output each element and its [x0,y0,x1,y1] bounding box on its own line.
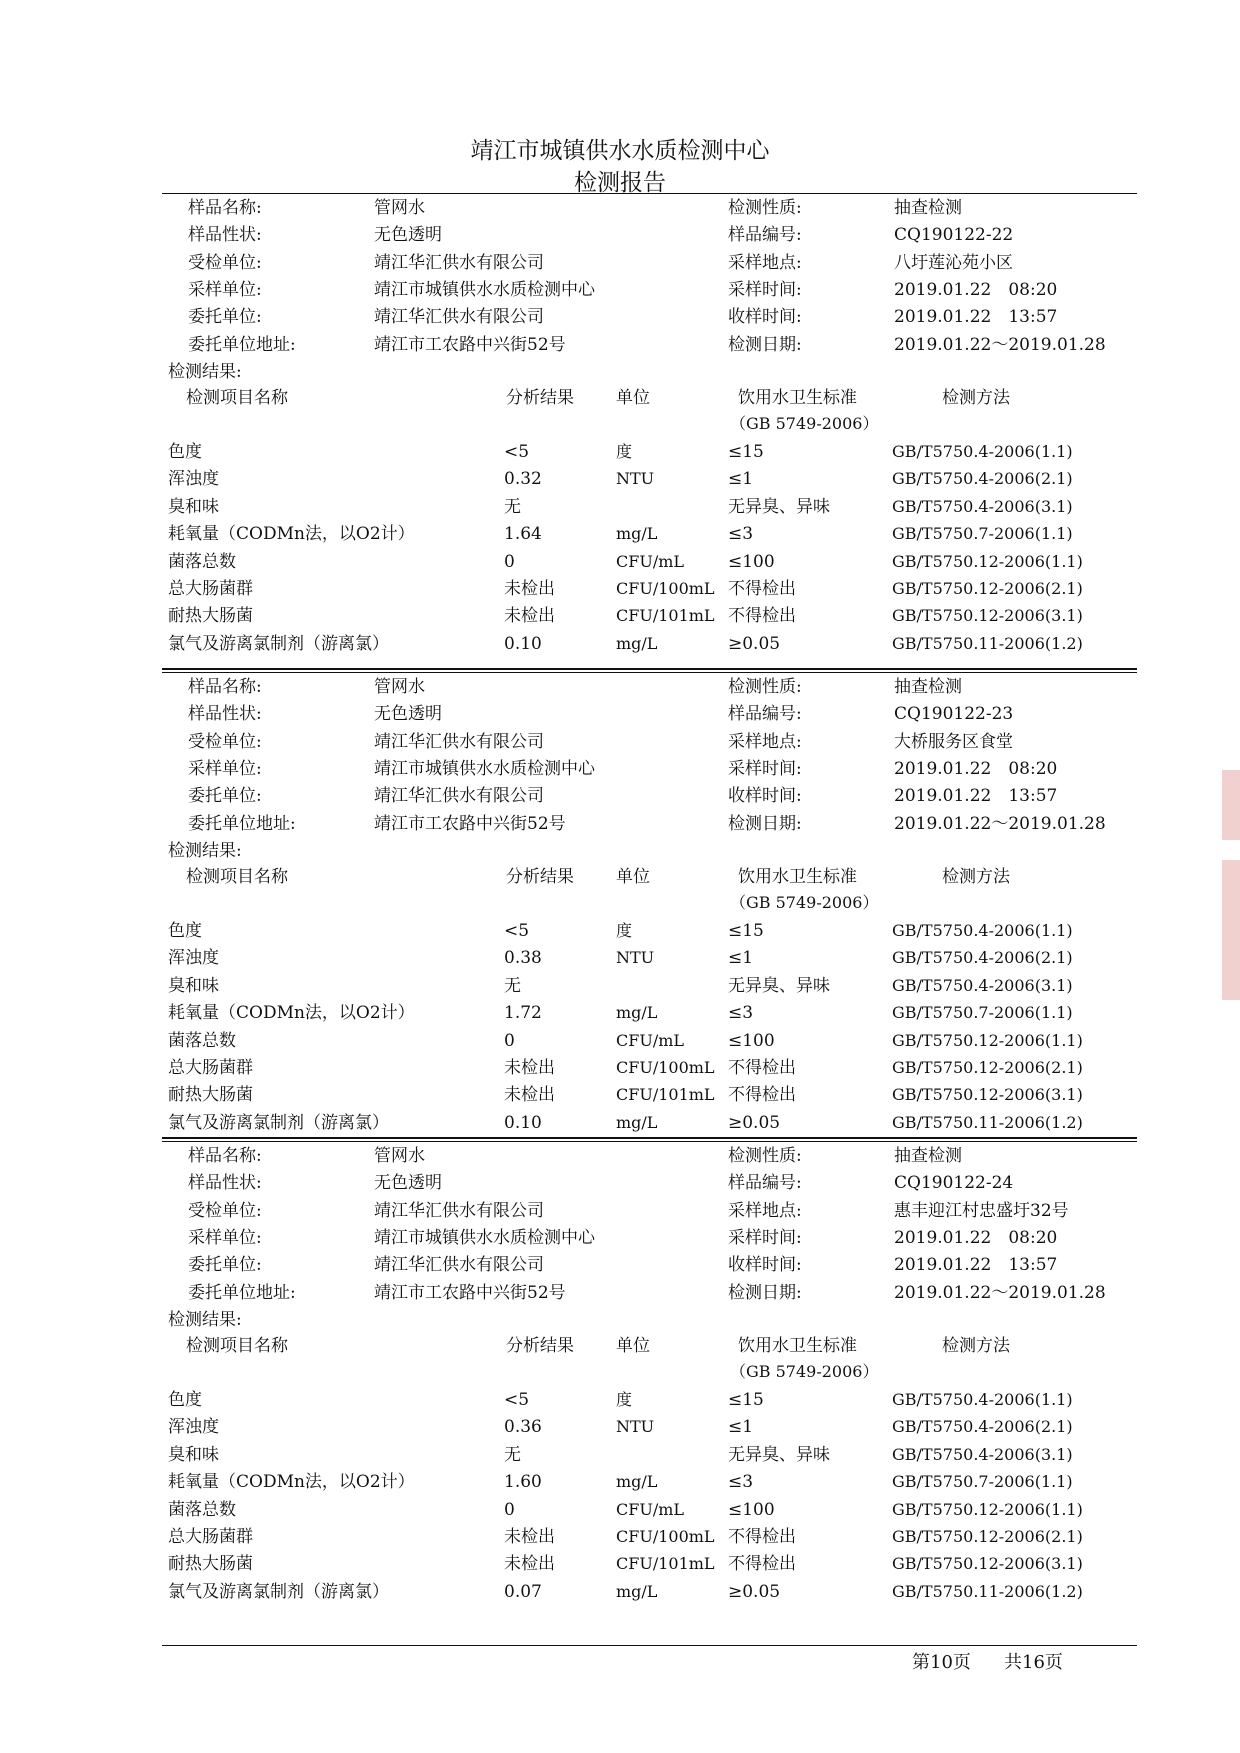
row-result: 0 [504,1499,515,1520]
row-result: 0 [504,551,515,572]
value-sampling-time: 2019.01.22 08:20 [894,758,1058,779]
label-client-unit: 委托单位: [188,1255,262,1276]
row-method: GB/T5750.12-2006(1.1) [892,551,1083,571]
value-name: 管网水 [374,677,425,697]
value-inspected-unit: 靖江华汇供水有限公司 [374,252,544,273]
value-test-date: 2019.01.22～2019.01.28 [894,813,1106,834]
label-test-date: 检测日期: [728,1282,802,1303]
value-sampling-time: 2019.01.22 08:20 [894,279,1058,300]
col-header-result: 分析结果 [506,388,574,408]
row-unit: mg/L [616,524,658,544]
label-client-address: 委托单位地址: [188,813,296,834]
row-method: GB/T5750.4-2006(2.1) [892,469,1073,489]
row-method: GB/T5750.4-2006(3.1) [892,975,1073,995]
row-method: GB/T5750.12-2006(1.1) [892,1499,1083,1519]
value-sampling-site: 惠丰迎江村忠盛圩32号 [894,1200,1069,1221]
value-inspected-unit: 靖江华汇供水有限公司 [374,1200,544,1221]
row-unit: CFU/mL [616,1499,685,1519]
row-item: 色度 [168,442,202,462]
row-item: 氯气及游离氯制剂（游离氯） [168,1581,389,1602]
row-standard: ≤15 [728,442,764,462]
row-standard: ≤3 [728,1472,754,1493]
label-client-unit: 委托单位: [188,786,262,807]
row-method: GB/T5750.7-2006(1.1) [892,524,1073,544]
row-standard: ≤100 [728,1499,775,1520]
row-item: 耐热大肠菌 [168,1554,253,1575]
row-method: GB/T5750.12-2006(2.1) [892,579,1083,598]
row-result: 未检出 [504,1085,555,1106]
row-item: 臭和味 [168,975,219,996]
row-item: 菌落总数 [168,551,236,572]
row-standard: ≤15 [728,1390,764,1410]
row-item: 总大肠菌群 [168,579,253,599]
row-result: 0.10 [504,633,542,654]
label-sample-name: 样品名称: [188,677,262,697]
row-result: 无 [504,975,521,996]
row-item: 耐热大肠菌 [168,1085,253,1106]
label-inspected-unit: 受检单位: [188,1200,262,1221]
row-unit: CFU/mL [616,551,685,571]
row-method: GB/T5750.12-2006(2.1) [892,1527,1083,1546]
value-sampling-site: 八圩莲沁苑小区 [894,252,1013,273]
row-result: 未检出 [504,579,555,599]
row-item: 总大肠菌群 [168,1058,253,1078]
row-unit: CFU/mL [616,1030,685,1050]
row-standard: ≤100 [728,1030,775,1051]
row-standard: 不得检出 [728,1058,796,1078]
row-unit: NTU [616,1417,655,1437]
label-sampling-site: 采样地点: [728,252,802,273]
row-item: 耐热大肠菌 [168,606,253,627]
label-receive-time: 收样时间: [728,307,802,328]
stamp-mark [1222,770,1240,840]
row-result: 0.32 [504,469,542,490]
label-client-address: 委托单位地址: [188,1282,296,1303]
value-test-nature: 抽查检测 [894,677,962,697]
label-sampling-time: 采样时间: [728,1227,802,1248]
label-sample-no: 样品编号: [728,225,802,246]
row-standard: 不得检出 [728,1527,796,1547]
col-header-standard-ref: （GB 5749-2006） [730,414,879,433]
row-method: GB/T5750.4-2006(1.1) [892,921,1073,940]
value-state: 无色透明 [374,225,442,246]
value-test-date: 2019.01.22～2019.01.28 [894,1282,1106,1303]
label-sampling-unit: 采样单位: [188,758,262,779]
label-test-date: 检测日期: [728,334,802,355]
results-heading: 检测结果: [168,841,242,861]
value-receive-time: 2019.01.22 13:57 [894,786,1058,807]
row-item: 氯气及游离氯制剂（游离氯） [168,1112,389,1133]
row-item: 色度 [168,921,202,941]
row-item: 浑浊度 [168,1417,219,1438]
row-standard: 不得检出 [728,606,796,627]
label-inspected-unit: 受检单位: [188,731,262,752]
row-unit: 度 [616,1390,633,1409]
col-header-item: 检测项目名称 [186,867,288,887]
value-receive-time: 2019.01.22 13:57 [894,307,1058,328]
label-test-nature: 检测性质: [728,677,802,697]
row-method: GB/T5750.12-2006(2.1) [892,1058,1083,1077]
results-heading: 检测结果: [168,1310,242,1330]
row-method: GB/T5750.4-2006(1.1) [892,1390,1073,1409]
col-header-unit: 单位 [616,388,650,408]
row-unit: NTU [616,948,655,968]
label-test-nature: 检测性质: [728,1146,802,1166]
label-sample-no: 样品编号: [728,1173,802,1194]
row-result: 0.38 [504,948,542,969]
value-sampling-site: 大桥服务区食堂 [894,731,1013,752]
row-standard: 无异臭、异味 [728,496,830,517]
row-method: GB/T5750.12-2006(1.1) [892,1030,1083,1050]
row-unit: mg/L [616,1112,658,1132]
col-header-unit: 单位 [616,867,650,887]
row-standard: 无异臭、异味 [728,1444,830,1465]
row-item: 耗氧量（CODMn法，以O2计） [168,524,415,545]
row-item: 浑浊度 [168,469,219,490]
col-header-standard-ref: （GB 5749-2006） [730,893,879,912]
row-item: 耗氧量（CODMn法，以O2计） [168,1472,415,1493]
row-unit: mg/L [616,1003,658,1023]
row-result: 0 [504,1030,515,1051]
row-result: 无 [504,496,521,517]
row-item: 菌落总数 [168,1499,236,1520]
label-test-nature: 检测性质: [728,198,802,218]
col-header-method: 检测方法 [942,867,1010,887]
value-client-unit: 靖江华汇供水有限公司 [374,786,544,807]
row-method: GB/T5750.4-2006(3.1) [892,496,1073,516]
value-name: 管网水 [374,198,425,218]
row-method: GB/T5750.4-2006(2.1) [892,1417,1073,1437]
label-sample-state: 样品性状: [188,225,262,246]
row-unit: CFU/101mL [616,1554,715,1574]
label-sampling-unit: 采样单位: [188,279,262,300]
row-method: GB/T5750.12-2006(3.1) [892,606,1083,626]
stamp-mark [1222,860,1240,1000]
row-method: GB/T5750.4-2006(3.1) [892,1444,1073,1464]
label-test-date: 检测日期: [728,813,802,834]
row-result: 未检出 [504,1554,555,1575]
value-sample-no: CQ190122-24 [894,1173,1014,1194]
row-standard: ≥0.05 [728,1581,781,1602]
value-sampling-unit: 靖江市城镇供水水质检测中心 [374,758,595,779]
row-item: 总大肠菌群 [168,1527,253,1547]
value-inspected-unit: 靖江华汇供水有限公司 [374,731,544,752]
value-sampling-time: 2019.01.22 08:20 [894,1227,1058,1248]
org-title: 靖江市城镇供水水质检测中心 [470,138,770,164]
row-method: GB/T5750.11-2006(1.2) [892,1581,1083,1601]
row-standard: 无异臭、异味 [728,975,830,996]
row-unit: CFU/101mL [616,1085,715,1105]
label-sampling-time: 采样时间: [728,279,802,300]
row-unit: CFU/100mL [616,579,715,598]
row-method: GB/T5750.11-2006(1.2) [892,633,1083,653]
row-standard: ≤15 [728,921,764,941]
row-method: GB/T5750.7-2006(1.1) [892,1003,1073,1023]
row-standard: ≤1 [728,1417,754,1438]
value-test-nature: 抽查检测 [894,198,962,218]
row-item: 氯气及游离氯制剂（游离氯） [168,633,389,654]
col-header-standard: 饮用水卫生标准 [738,1336,857,1356]
label-sampling-site: 采样地点: [728,1200,802,1221]
value-sample-no: CQ190122-22 [894,225,1014,246]
row-result: 未检出 [504,1058,555,1078]
row-result: <5 [504,1390,530,1410]
row-item: 耗氧量（CODMn法，以O2计） [168,1003,415,1024]
row-standard: ≤3 [728,524,754,545]
label-sample-name: 样品名称: [188,198,262,218]
page-number: 第10页 [912,1652,971,1673]
row-method: GB/T5750.11-2006(1.2) [892,1112,1083,1132]
row-unit: CFU/100mL [616,1527,715,1546]
row-result: 未检出 [504,1527,555,1547]
label-client-unit: 委托单位: [188,307,262,328]
col-header-standard-ref: （GB 5749-2006） [730,1362,879,1381]
row-standard: 不得检出 [728,1554,796,1575]
label-sampling-time: 采样时间: [728,758,802,779]
footer-rule [162,1645,1137,1646]
col-header-standard: 饮用水卫生标准 [738,388,857,408]
row-method: GB/T5750.4-2006(2.1) [892,948,1073,968]
row-standard: ≤3 [728,1003,754,1024]
page-total: 共16页 [1004,1652,1063,1673]
row-method: GB/T5750.12-2006(3.1) [892,1554,1083,1574]
row-unit: NTU [616,469,655,489]
row-unit: mg/L [616,1472,658,1492]
label-sample-state: 样品性状: [188,1173,262,1194]
value-client-address: 靖江市工农路中兴街52号 [374,334,566,355]
row-result: 无 [504,1444,521,1465]
value-sample-no: CQ190122-23 [894,704,1014,725]
col-header-unit: 单位 [616,1336,650,1356]
col-header-result: 分析结果 [506,867,574,887]
label-receive-time: 收样时间: [728,786,802,807]
row-item: 菌落总数 [168,1030,236,1051]
value-state: 无色透明 [374,1173,442,1194]
row-standard: ≥0.05 [728,633,781,654]
row-result: 0.07 [504,1581,542,1602]
value-receive-time: 2019.01.22 13:57 [894,1255,1058,1276]
row-result: 1.60 [504,1472,542,1493]
row-item: 臭和味 [168,496,219,517]
label-client-address: 委托单位地址: [188,334,296,355]
row-result: 1.64 [504,524,542,545]
label-inspected-unit: 受检单位: [188,252,262,273]
value-sampling-unit: 靖江市城镇供水水质检测中心 [374,1227,595,1248]
row-standard: ≤100 [728,551,775,572]
section-divider-1 [162,668,1137,673]
row-unit: CFU/101mL [616,606,715,626]
value-name: 管网水 [374,1146,425,1166]
row-method: GB/T5750.4-2006(1.1) [892,442,1073,461]
row-standard: ≤1 [728,469,754,490]
label-receive-time: 收样时间: [728,1255,802,1276]
row-item: 浑浊度 [168,948,219,969]
row-unit: mg/L [616,633,658,653]
value-sampling-unit: 靖江市城镇供水水质检测中心 [374,279,595,300]
row-standard: ≤1 [728,948,754,969]
value-test-nature: 抽查检测 [894,1146,962,1166]
row-unit: 度 [616,921,633,940]
row-standard: ≥0.05 [728,1112,781,1133]
row-unit: mg/L [616,1581,658,1601]
value-client-unit: 靖江华汇供水有限公司 [374,1255,544,1276]
row-result: 0.36 [504,1417,542,1438]
row-method: GB/T5750.7-2006(1.1) [892,1472,1073,1492]
row-result: <5 [504,921,530,941]
label-sample-state: 样品性状: [188,704,262,725]
row-unit: 度 [616,442,633,461]
label-sample-name: 样品名称: [188,1146,262,1166]
row-standard: 不得检出 [728,1085,796,1106]
row-result: <5 [504,442,530,462]
label-sampling-unit: 采样单位: [188,1227,262,1248]
section-divider-2 [162,1137,1137,1142]
results-heading: 检测结果: [168,362,242,382]
row-result: 0.10 [504,1112,542,1133]
row-unit: CFU/100mL [616,1058,715,1077]
value-test-date: 2019.01.22～2019.01.28 [894,334,1106,355]
label-sample-no: 样品编号: [728,704,802,725]
col-header-item: 检测项目名称 [186,388,288,408]
row-item: 臭和味 [168,1444,219,1465]
label-sampling-site: 采样地点: [728,731,802,752]
row-result: 未检出 [504,606,555,627]
row-item: 色度 [168,1390,202,1410]
report-title: 检测报告 [574,170,666,196]
header-rule [162,193,1137,194]
col-header-standard: 饮用水卫生标准 [738,867,857,887]
value-state: 无色透明 [374,704,442,725]
col-header-method: 检测方法 [942,1336,1010,1356]
value-client-address: 靖江市工农路中兴街52号 [374,1282,566,1303]
row-method: GB/T5750.12-2006(3.1) [892,1085,1083,1105]
value-client-address: 靖江市工农路中兴街52号 [374,813,566,834]
row-standard: 不得检出 [728,579,796,599]
value-client-unit: 靖江华汇供水有限公司 [374,307,544,328]
col-header-item: 检测项目名称 [186,1336,288,1356]
col-header-method: 检测方法 [942,388,1010,408]
col-header-result: 分析结果 [506,1336,574,1356]
row-result: 1.72 [504,1003,542,1024]
